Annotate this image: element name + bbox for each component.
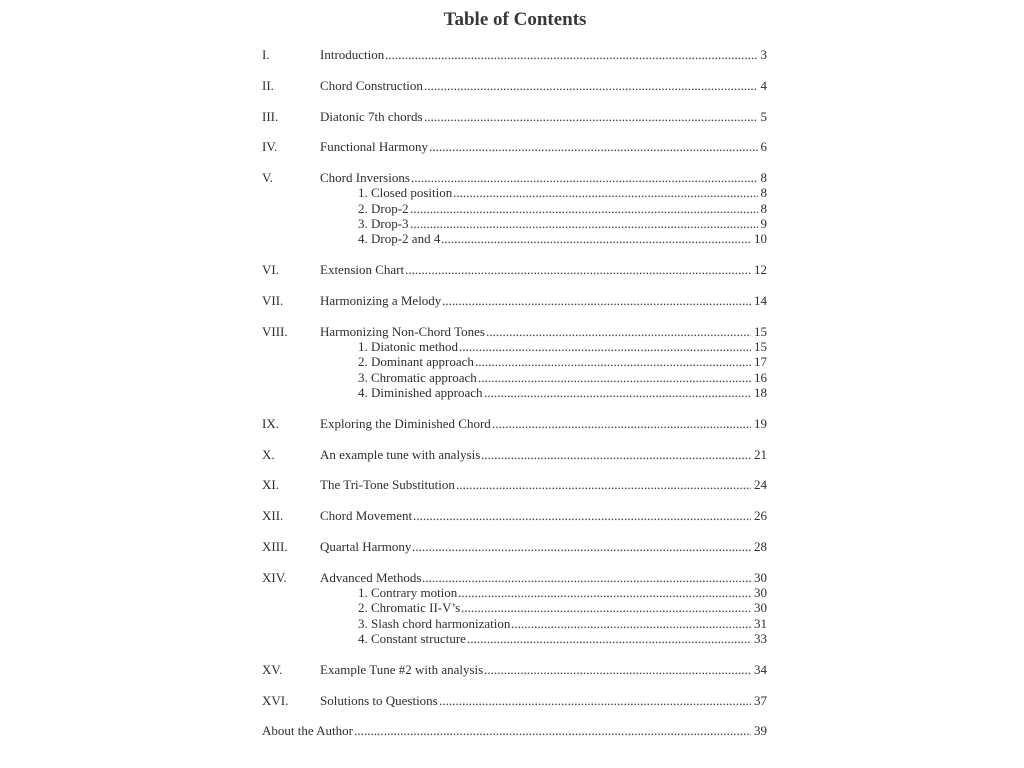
dot-leader [410, 201, 758, 216]
toc-subentry [262, 385, 767, 400]
toc-subentry [262, 201, 767, 216]
section-numeral: XIII. [262, 538, 288, 554]
dot-leader [478, 370, 751, 385]
dot-leader [441, 231, 751, 246]
page-number: 15 [754, 323, 767, 339]
page-number: 16 [754, 369, 767, 385]
toc-section [262, 47, 767, 62]
section-numeral: VI. [262, 262, 279, 278]
entry-title: An example tune with analysis [320, 446, 481, 462]
toc-entry [262, 109, 767, 124]
page-number: 3 [760, 47, 767, 62]
subentry-title: 2. Dominant approach [358, 354, 474, 370]
entry-title: Advanced Methods [320, 569, 422, 585]
page-number: 30 [754, 585, 767, 601]
toc-entry [262, 293, 767, 308]
page-number: 24 [754, 477, 767, 493]
dot-leader [458, 585, 751, 600]
dot-leader [439, 693, 751, 708]
entry-title: Diatonic 7th chords [320, 108, 423, 124]
entry-title: Exploring the Diminished Chord [320, 415, 491, 431]
entry-title: The Tri-Tone Substitution [320, 477, 455, 493]
dot-leader [412, 539, 751, 554]
toc-entry [262, 139, 767, 154]
section-numeral: III. [262, 108, 279, 124]
toc-entry [262, 416, 767, 431]
toc-section [262, 139, 767, 154]
dot-leader [486, 324, 751, 339]
toc-subentry [262, 354, 767, 369]
toc-section [262, 662, 767, 677]
entry-title: Harmonizing a Melody [320, 292, 442, 308]
entry-title: Functional Harmony [320, 139, 428, 155]
page-number: 33 [754, 630, 767, 646]
page-number: 30 [754, 600, 767, 616]
page-number: 6 [760, 139, 767, 155]
subentry-title: 4. Drop-2 and 4 [358, 231, 441, 247]
toc-subentry [262, 370, 767, 385]
toc-entry [262, 570, 767, 585]
dot-leader [467, 631, 751, 646]
subentry-title: 1. Closed position [358, 185, 453, 201]
toc-subentry [262, 216, 767, 231]
dot-leader [475, 354, 751, 369]
toc-entry [262, 539, 767, 554]
toc-entry [262, 662, 767, 677]
toc-subentry [262, 600, 767, 615]
dot-leader [492, 416, 751, 431]
page-number: 30 [754, 569, 767, 585]
page-number: 14 [754, 292, 767, 308]
section-numeral: X. [262, 446, 275, 462]
toc-entry [262, 262, 767, 277]
section-numeral: VII. [262, 292, 284, 308]
section-numeral: V. [262, 170, 273, 186]
toc-entry [262, 447, 767, 462]
section-numeral: VIII. [262, 323, 288, 339]
section-numeral: IV. [262, 139, 278, 155]
page-number: 9 [760, 216, 767, 232]
subentry-title: 3. Slash chord harmonization [358, 615, 511, 631]
toc-section [262, 447, 767, 462]
toc-subentry [262, 585, 767, 600]
page-number: 18 [754, 384, 767, 400]
page-number: 4 [760, 77, 767, 93]
page-number: 15 [754, 339, 767, 355]
page-number: 12 [754, 262, 767, 278]
page-number: 34 [754, 661, 767, 677]
dot-leader [453, 185, 757, 200]
toc-section [262, 693, 767, 708]
page-number: 10 [754, 231, 767, 247]
toc-section [262, 262, 767, 277]
toc-list [262, 47, 767, 754]
dot-leader [484, 662, 751, 677]
dot-leader [405, 262, 751, 277]
page-number: 8 [760, 170, 767, 186]
toc-subentry [262, 616, 767, 631]
page-number: 8 [760, 185, 767, 201]
entry-title: Chord Inversions [320, 170, 410, 186]
subentry-title: 4. Diminished approach [358, 384, 483, 400]
section-numeral: II. [262, 77, 274, 93]
toc-subentry [262, 339, 767, 354]
page-number: 28 [754, 538, 767, 554]
toc-section [262, 416, 767, 431]
entry-title: Introduction [320, 47, 385, 62]
entry-title: Harmonizing Non-Chord Tones [320, 323, 485, 339]
toc-section [262, 109, 767, 124]
toc-section [262, 477, 767, 492]
toc-section [262, 324, 767, 400]
section-numeral: XIV. [262, 569, 287, 585]
toc-section [262, 539, 767, 554]
entry-title: Example Tune #2 with analysis [320, 661, 484, 677]
toc-entry [262, 477, 767, 492]
dot-leader [354, 723, 751, 738]
toc-entry [262, 170, 767, 185]
dot-leader [481, 447, 751, 462]
toc-entry [262, 723, 767, 738]
dot-leader [511, 616, 751, 631]
entry-title: Quartal Harmony [320, 538, 412, 554]
section-numeral: XI. [262, 477, 279, 493]
toc-section [262, 170, 767, 246]
page-number: 21 [754, 446, 767, 462]
entry-title: About the Author [262, 723, 353, 739]
dot-leader [413, 508, 751, 523]
entry-title: Solutions to Questions [320, 692, 438, 708]
toc-section [262, 570, 767, 646]
subentry-title: 2. Chromatic II-V’s [358, 600, 461, 616]
dot-leader [422, 570, 751, 585]
toc-subentry [262, 231, 767, 246]
dot-leader [410, 216, 758, 231]
section-numeral: XVI. [262, 692, 289, 708]
dot-leader [456, 477, 751, 492]
section-numeral: XV. [262, 661, 283, 677]
dot-leader [424, 109, 758, 124]
toc-section [262, 293, 767, 308]
subentry-title: 4. Constant structure [358, 630, 466, 646]
page-number: 17 [754, 354, 767, 370]
entry-title: Chord Construction [320, 77, 423, 93]
toc-section [262, 723, 767, 738]
toc-entry [262, 78, 767, 93]
page-number: 19 [754, 415, 767, 431]
dot-leader [459, 339, 751, 354]
toc-entry [262, 47, 767, 62]
toc-subentry [262, 631, 767, 646]
page-number: 37 [754, 692, 767, 708]
subentry-title: 3. Drop-3 [358, 216, 409, 232]
dot-leader [385, 47, 757, 62]
page-number: 39 [754, 723, 767, 739]
subentry-title: 1. Contrary motion [358, 585, 458, 601]
subentry-title: 1. Diatonic method [358, 339, 459, 355]
dot-leader [424, 78, 758, 93]
page-number: 26 [754, 508, 767, 524]
dot-leader [461, 600, 751, 615]
section-numeral: IX. [262, 415, 279, 431]
page-number: 31 [754, 615, 767, 631]
section-numeral: XII. [262, 508, 284, 524]
page-number: 5 [760, 108, 767, 124]
dot-leader [429, 139, 758, 154]
page-title: Table of Contents [443, 9, 587, 30]
toc-subentry [262, 185, 767, 200]
toc-section [262, 78, 767, 93]
dot-leader [442, 293, 751, 308]
entry-title: Chord Movement [320, 508, 413, 524]
subentry-title: 3. Chromatic approach [358, 369, 477, 385]
toc-entry [262, 693, 767, 708]
toc-entry [262, 324, 767, 339]
subentry-title: 2. Drop-2 [358, 200, 409, 216]
entry-title: Extension Chart [320, 262, 405, 278]
toc-section [262, 508, 767, 523]
page-number: 8 [760, 200, 767, 216]
toc-entry [262, 508, 767, 523]
section-numeral: I. [262, 47, 270, 62]
dot-leader [484, 385, 751, 400]
dot-leader [411, 170, 758, 185]
